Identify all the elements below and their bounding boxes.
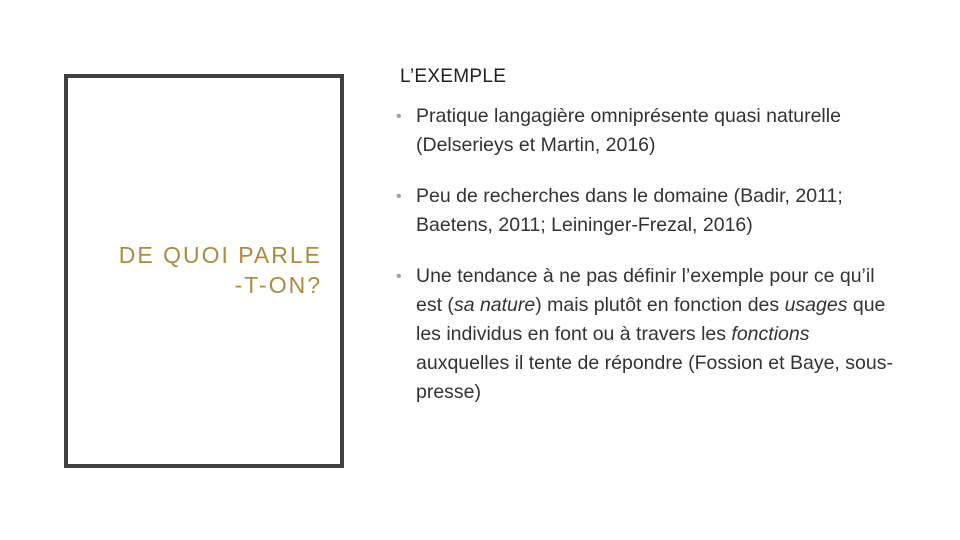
- bullet-text-3-italic-fonctions: fonctions: [731, 323, 810, 345]
- bullet-list: [394, 102, 894, 429]
- bullet-text-3-italic-nature: sa nature: [453, 294, 536, 316]
- section-title: [62, 240, 322, 300]
- bullet-dot-icon: •: [396, 268, 402, 285]
- bullet-text-3: [416, 265, 893, 403]
- bullet-item-1: [394, 102, 894, 160]
- slide-heading: L’EXEMPLE: [400, 66, 507, 87]
- bullet-dot-icon: •: [396, 108, 402, 125]
- bullet-text-3-part-7: auxquelles il tente de répondre (Fossion et Baye, sous-presse): [416, 352, 893, 403]
- section-title-line-1: DE QUOI PARLE: [118, 242, 322, 268]
- bullet-item-2: [394, 182, 894, 240]
- bullet-text-3-part-5: que les individus en font ou à travers les: [416, 294, 886, 345]
- bullet-item-3: [394, 262, 894, 407]
- bullet-dot-icon: •: [396, 188, 402, 205]
- section-title-line-2: -T-ON?: [234, 272, 322, 298]
- bullet-text-3-part-3: ) mais plutôt en fonction des: [535, 294, 785, 316]
- bullet-text-3-part-1: Une tendance à ne pas définir l’exemple pour ce qu’il est (: [416, 265, 875, 316]
- bullet-text-3-italic-usages: usages: [784, 294, 848, 316]
- bullet-text-2: Peu de recherches dans le domaine (Badir, 2011; Baetens, 2011; Leininger-Frezal, 2016): [416, 185, 843, 236]
- bullet-text-1: Pratique langagière omniprésente quasi naturelle (Delserieys et Martin, 2016): [416, 105, 841, 156]
